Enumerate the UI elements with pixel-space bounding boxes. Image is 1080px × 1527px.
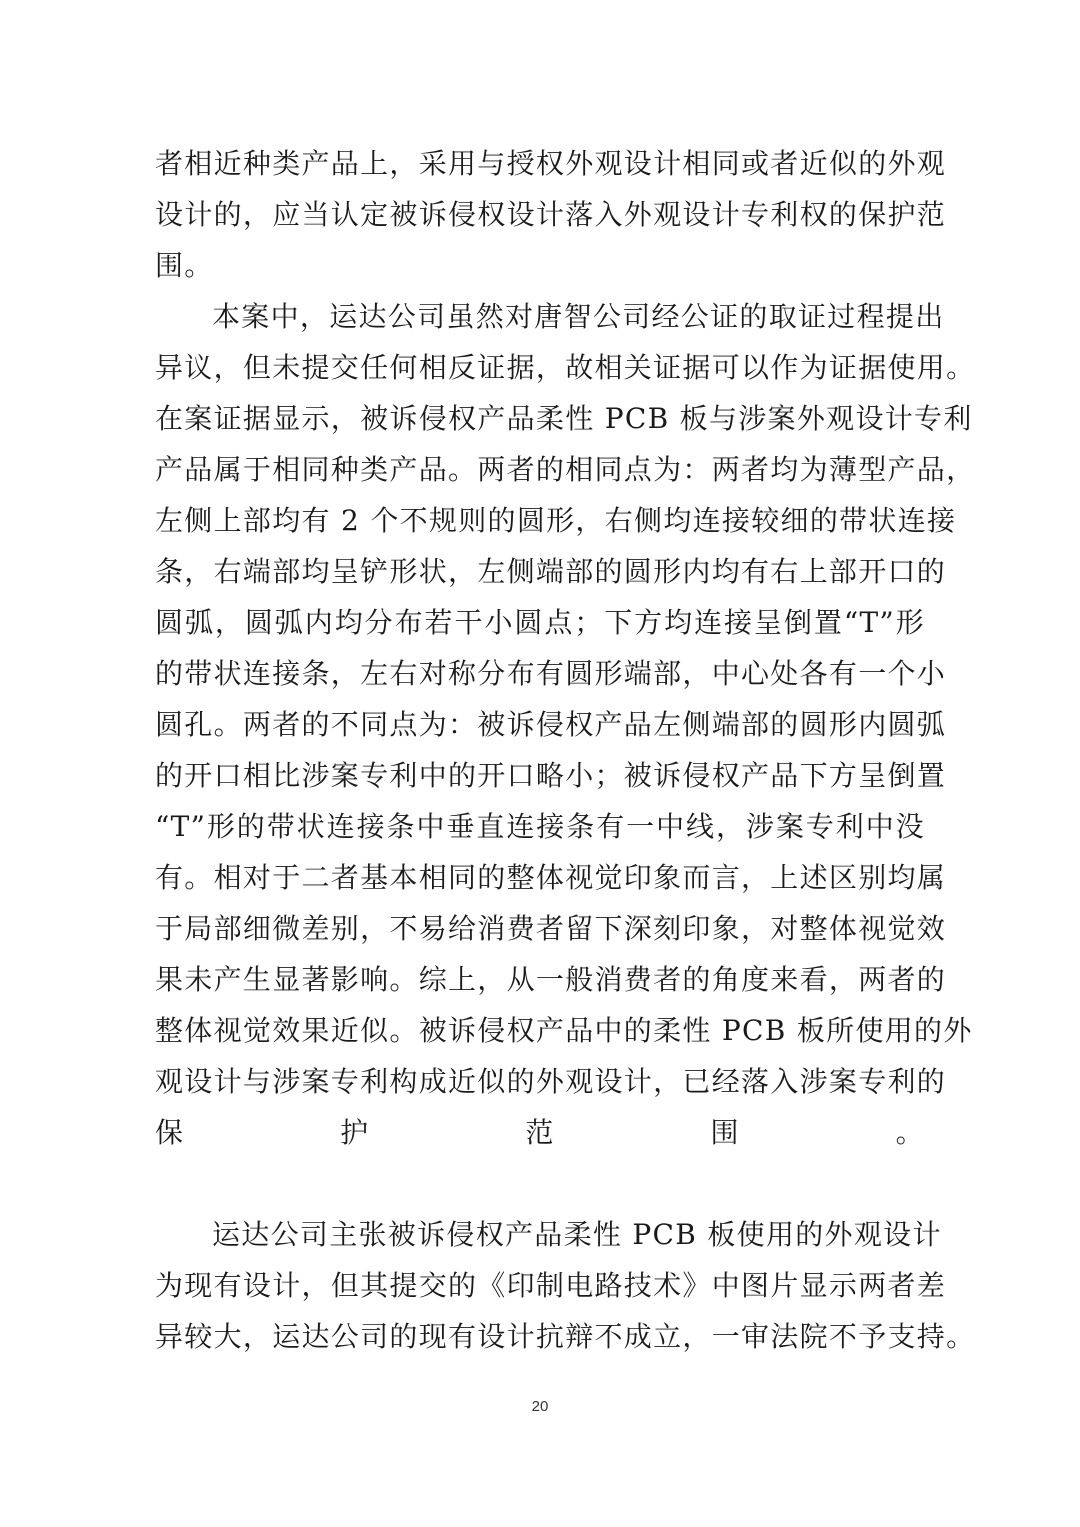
text-line: 有。相对于二者基本相同的整体视觉印象而言，上述区别均属 — [155, 861, 947, 894]
text-line — [155, 1158, 925, 1209]
body-text — [155, 138, 976, 1362]
text-line: 本案中，运达公司虽然对唐智公司经公证的取证过程提出 — [212, 300, 945, 333]
text-line: 设计的，应当认定被诉侵权设计落入外观设计专利权的保护范 — [155, 198, 947, 231]
text-line: 异议，但未提交任何相反证据，故相关证据可以作为证据使用。 — [155, 351, 976, 384]
text-line: 为现有设计，但其提交的《印制电路技术》中图片显示两者差 — [155, 1269, 947, 1302]
text-line: 围。 — [155, 249, 214, 282]
text-line: 条，右端部均呈铲形状，左侧端部的圆形内均有右上部开口的 — [155, 555, 947, 588]
text-line: 在案证据显示，被诉侵权产品柔性 PCB 板与涉案外观设计专利 — [155, 402, 973, 435]
text-line: 的开口相比涉案专利中的开口略小；被诉侵权产品下方呈倒置 — [155, 759, 947, 792]
text-line: 圆孔。两者的不同点为：被诉侵权产品左侧端部的圆形内圆弧 — [155, 708, 947, 741]
text-line: 运达公司主张被诉侵权产品柔性 PCB 板使用的外观设计 — [212, 1218, 942, 1251]
text-line: 果未产生显著影响。综上，从一般消费者的角度来看，两者的 — [155, 963, 947, 996]
text-line: 保护范围。 — [155, 1116, 925, 1149]
text-line: 者相近种类产品上，采用与授权外观设计相同或者近似的外观 — [155, 147, 947, 180]
text-line: 观设计与涉案专利构成近似的外观设计，已经落入涉案专利的 — [155, 1065, 947, 1098]
text-line: 于局部细微差别，不易给消费者留下深刻印象，对整体视觉效 — [155, 912, 947, 945]
text-line: 左侧上部均有 2 个不规则的圆形，右侧均连接较细的带状连接 — [155, 504, 957, 537]
text-line: 整体视觉效果近似。被诉侵权产品中的柔性 PCB 板所使用的外 — [155, 1014, 973, 1047]
text-line: 圆弧，圆弧内均分布若干小圆点；下方均连接呈倒置“T”形 — [155, 606, 925, 639]
text-line: 产品属于相同种类产品。两者的相同点为：两者均为薄型产品， — [155, 453, 976, 486]
text-line: “T”形的带状连接条中垂直连接条有一中线，涉案专利中没 — [155, 810, 925, 843]
text-line: 的带状连接条，左右对称分布有圆形端部，中心处各有一个小 — [155, 657, 947, 690]
page-number: 20 — [531, 1398, 549, 1415]
text-line: 异较大，运达公司的现有设计抗辩不成立，一审法院不予支持。 — [155, 1320, 976, 1353]
